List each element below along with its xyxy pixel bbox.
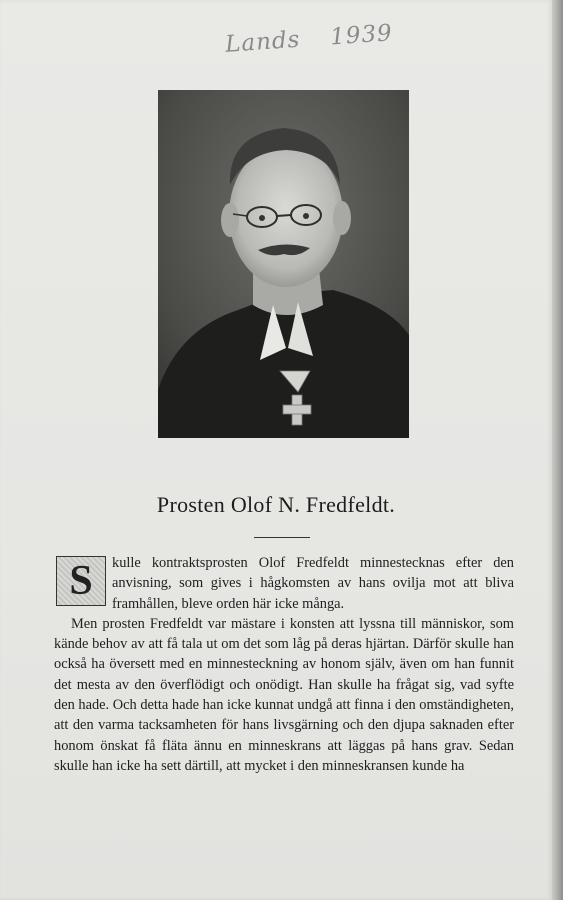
article-body [54, 553, 514, 776]
paragraph-1 [54, 553, 514, 614]
handwritten-word: Lands [224, 26, 302, 58]
paragraph-1-text: kulle kontraktsprosten Olof Fredfeldt minnestecknas efter den anvisning, som gives i hågkomsten av hans ovilja mot att bliva framhållen, bleve orden här icke många. [112, 555, 514, 612]
page-title: Prosten Olof N. Fredfeldt. [156, 492, 396, 517]
page-edge [552, 0, 563, 900]
portrait-image [158, 90, 409, 438]
paragraph-2: Men prosten Fredfeldt var mästare i konsten att lyssna till människor, som kände behov av att få tala ut om det som låg på deras hjärtan. Därför skulle han också ha översett med en minnesteckning av honom själv, även om han funnit det mesta av den överflödigt och onödigt. Han skulle ha frågat sig, vad syfte den hade. Och detta hade han icke kunnat undgå att finna i den omständigheten, att den varma tacksamheten för hans livsgärning och den djupa saknaden efter honom önskat få fläta ännu en minneskrans att läggas på hans grav. Sedan skulle han icke ha sett därtill, att mycket i den minneskransen kunde ha [54, 615, 514, 774]
handwritten-note [224, 20, 393, 58]
drop-cap: S [56, 556, 106, 606]
title-divider [254, 537, 310, 538]
portrait-photo [158, 90, 409, 438]
handwritten-year: 1939 [329, 20, 394, 51]
